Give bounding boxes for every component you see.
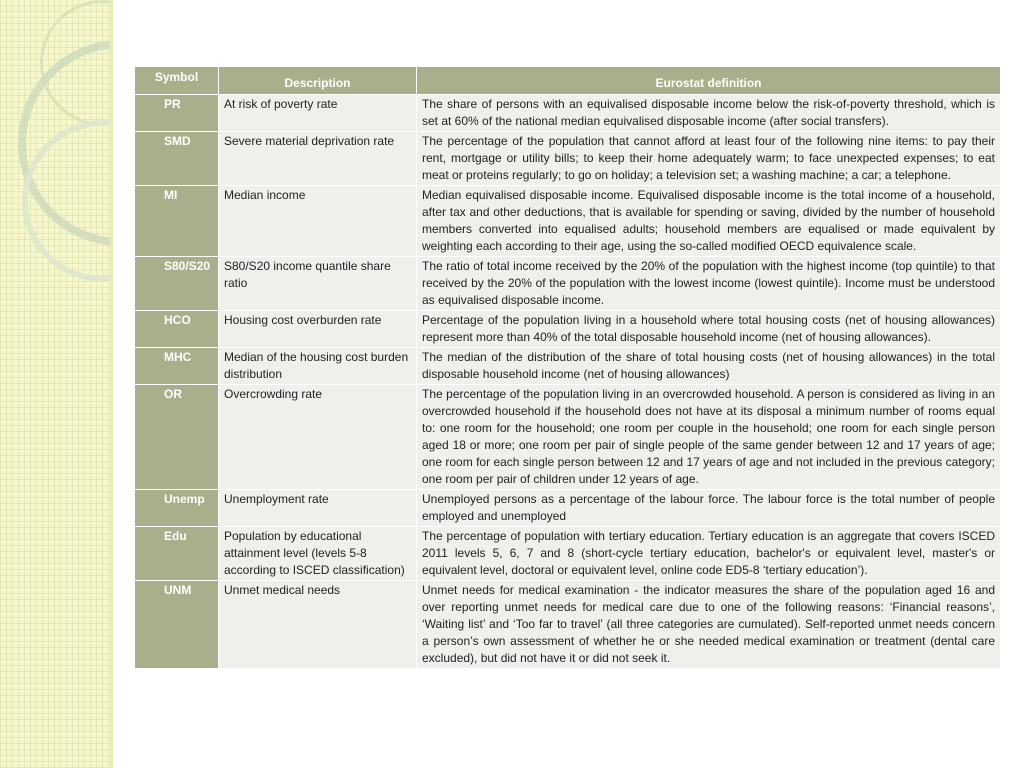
header-definition: Eurostat definition <box>417 67 1001 95</box>
header-description: Description <box>219 67 417 95</box>
row-description: Overcrowding rate <box>219 385 417 490</box>
row-definition: Median equivalised disposable income. Equivalised disposable income is the total income of a household, after tax and other deductions, that is available for spending or saving, divided by the number of household members converted into equalised adults; household members are equalised or made equivalent by weighting each according to their age, using the so-called modified OECD equivalence scale. <box>417 186 1001 257</box>
row-description: Population by educational attainment level (levels 5-8 according to ISCED classification) <box>219 527 417 581</box>
table-row <box>135 527 1001 581</box>
row-definition: The share of persons with an equivalised disposable income below the risk-of-poverty threshold, which is set at 60% of the national median equivalised disposable income (after social transfers). <box>417 95 1001 132</box>
row-definition: The percentage of the population that cannot afford at least four of the following nine items: to pay their rent, mortgage or utility bills; to keep their home adequately warm; to face unexpected expenses; to eat meat or proteins regularly; to go on holiday; a television set; a washing machine; a car; a telephone. <box>417 132 1001 186</box>
row-description: Median of the housing cost burden distribution <box>219 348 417 385</box>
row-description: Unemployment rate <box>219 490 417 527</box>
row-symbol: MHC <box>135 348 219 385</box>
row-symbol: PR <box>135 95 219 132</box>
table-header-row <box>135 67 1001 95</box>
sidebar-edge <box>110 0 113 768</box>
row-definition: Unmet needs for medical examination - the indicator measures the share of the population aged 16 and over reporting unmet needs for medical care due to one of the following reasons: ‘Financial reasons’, ‘Waiting list’ and ‘Too far to travel’ (all three categories are cumulated). Self-reported unmet needs concern a person’s own assessment of whether he or she needed medical examination or treatment (dental care excluded), but did not have it or did not seek it. <box>417 581 1001 669</box>
row-symbol: Edu <box>135 527 219 581</box>
row-definition: Unemployed persons as a percentage of the labour force. The labour force is the total number of people employed and unemployed <box>417 490 1001 527</box>
table-row <box>135 95 1001 132</box>
row-symbol: MI <box>135 186 219 257</box>
row-symbol: HCO <box>135 311 219 348</box>
row-symbol: Unemp <box>135 490 219 527</box>
table-row <box>135 257 1001 311</box>
row-description: Median income <box>219 186 417 257</box>
row-definition: The percentage of population with tertiary education. Tertiary education is an aggregate that covers ISCED 2011 levels 5, 6, 7 and 8 (short-cycle tertiary education, bachelor's or equivalent level, master's or equivalent level, doctoral or equivalent level, online code ED5-8 ‘tertiary education’). <box>417 527 1001 581</box>
row-symbol: UNM <box>135 581 219 669</box>
row-description: S80/S20 income quantile share ratio <box>219 257 417 311</box>
table-row <box>135 385 1001 490</box>
row-definition: The median of the distribution of the share of total housing costs (net of housing allowances) in the total disposable household income (net of housing allowances) <box>417 348 1001 385</box>
row-definition: The ratio of total income received by the 20% of the population with the highest income (top quintile) to that received by the 20% of the population with the lowest income (lowest quintile). Income must be understood as equivalised disposable income. <box>417 257 1001 311</box>
row-definition: Percentage of the population living in a household where total housing costs (net of housing allowances) represent more than 40% of the total disposable household income (net of housing allowances). <box>417 311 1001 348</box>
table-row <box>135 186 1001 257</box>
header-symbol: Symbol <box>135 67 219 95</box>
row-description: At risk of poverty rate <box>219 95 417 132</box>
row-symbol: SMD <box>135 132 219 186</box>
decorative-sidebar <box>0 0 113 768</box>
row-description: Housing cost overburden rate <box>219 311 417 348</box>
table-row <box>135 311 1001 348</box>
table-row <box>135 581 1001 669</box>
row-symbol: OR <box>135 385 219 490</box>
row-symbol: S80/S20 <box>135 257 219 311</box>
eurostat-indicators-table <box>134 66 1001 669</box>
row-description: Unmet medical needs <box>219 581 417 669</box>
table-row <box>135 490 1001 527</box>
row-definition: The percentage of the population living in an overcrowded household. A person is considered as living in an overcrowded household if the household does not have at its disposal a minimum number of rooms equal to: one room for the household; one room per couple in the household; one room for each single person aged 18 or more; one room per pair of single people of the same gender between 12 and 17 years of age; one room for each single person between 12 and 17 years of age and not included in the previous category; one room per pair of children under 12 years of age. <box>417 385 1001 490</box>
table-row <box>135 132 1001 186</box>
table-row <box>135 348 1001 385</box>
row-description: Severe material deprivation rate <box>219 132 417 186</box>
